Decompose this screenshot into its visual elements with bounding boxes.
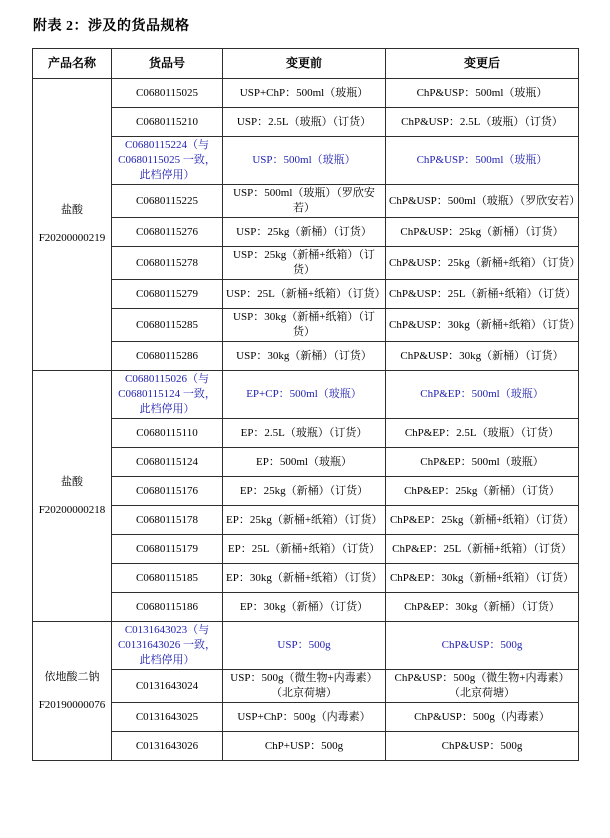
- before-change-cell: USP：25kg（新桶+纸箱）（订货）: [223, 247, 386, 280]
- table-row: [33, 342, 579, 371]
- table-row: [33, 185, 579, 218]
- item-no-cell: C0680115186: [112, 593, 223, 622]
- item-no-cell: C0680115026（与 C0680115124 一致，此档停用）: [112, 371, 223, 419]
- item-no-cell: C0680115179: [112, 535, 223, 564]
- item-no-cell: C0680115124: [112, 448, 223, 477]
- table-row: [33, 218, 579, 247]
- item-no-cell: C0680115185: [112, 564, 223, 593]
- after-change-cell: ChP&EP：25kg（新桶）（订货）: [386, 477, 579, 506]
- table-row: [33, 419, 579, 448]
- table-row: [33, 280, 579, 309]
- item-no-cell: C0131643024: [112, 670, 223, 703]
- product-code: F20200000218: [38, 503, 106, 516]
- item-no-cell: C0680115225: [112, 185, 223, 218]
- table-row: [33, 732, 579, 761]
- col-header-after-change: 变更后: [386, 49, 579, 79]
- table-row: [33, 108, 579, 137]
- before-change-cell: EP：2.5L（玻瓶）（订货）: [223, 419, 386, 448]
- item-no-cell: C0680115278: [112, 247, 223, 280]
- item-no-cell: C0680115178: [112, 506, 223, 535]
- table-row: [33, 79, 579, 108]
- page-title: 附表 2：涉及的货品规格: [33, 19, 190, 34]
- after-change-cell: ChP&EP：30kg（新桶+纸箱）（订货）: [386, 564, 579, 593]
- before-change-cell: USP：500ml（玻瓶）（罗欣安若）: [223, 185, 386, 218]
- product-name: 盐酸: [61, 204, 83, 216]
- before-change-cell: USP：500g（微生物+内毒素）（北京荷塘）: [223, 670, 386, 703]
- before-change-cell: EP：25L（新桶+纸箱）（订货）: [223, 535, 386, 564]
- item-no-cell: C0680115176: [112, 477, 223, 506]
- after-change-cell: ChP&EP：500ml（玻瓶）: [386, 448, 579, 477]
- item-no-cell: C0680115210: [112, 108, 223, 137]
- spec-table-body: [33, 79, 579, 761]
- before-change-cell: EP：30kg（新桶）（订货）: [223, 593, 386, 622]
- item-no-cell: C0680115025: [112, 79, 223, 108]
- after-change-cell: ChP&EP：2.5L（玻瓶）（订货）: [386, 419, 579, 448]
- table-row: [33, 371, 579, 419]
- product-code: F20190000076: [38, 698, 106, 711]
- before-change-cell: USP：500g: [223, 622, 386, 670]
- after-change-cell: ChP&USP：30kg（新桶+纸箱）（订货）: [386, 309, 579, 342]
- table-row: [33, 564, 579, 593]
- before-change-cell: EP：30kg（新桶+纸箱）（订货）: [223, 564, 386, 593]
- col-header-item-no: 货品号: [112, 49, 223, 79]
- after-change-cell: ChP&USP：500ml（玻瓶）: [386, 79, 579, 108]
- item-no-cell: C0131643026: [112, 732, 223, 761]
- table-header-row: [33, 49, 579, 79]
- after-change-cell: ChP&EP：25L（新桶+纸箱）（订货）: [386, 535, 579, 564]
- table-row: [33, 535, 579, 564]
- table-row: [33, 670, 579, 703]
- item-no-cell: C0131643023（与 C0131643026 一致，此档停用）: [112, 622, 223, 670]
- after-change-cell: ChP&USP：30kg（新桶）（订货）: [386, 342, 579, 371]
- before-change-cell: USP：2.5L（玻瓶）（订货）: [223, 108, 386, 137]
- after-change-cell: ChP&EP：500ml（玻瓶）: [386, 371, 579, 419]
- before-change-cell: EP：500ml（玻瓶）: [223, 448, 386, 477]
- spec-table: [32, 48, 579, 761]
- after-change-cell: ChP&USP：25kg（新桶）（订货）: [386, 218, 579, 247]
- before-change-cell: EP：25kg（新桶+纸箱）（订货）: [223, 506, 386, 535]
- after-change-cell: ChP&USP：2.5L（玻瓶）（订货）: [386, 108, 579, 137]
- table-row: [33, 506, 579, 535]
- product-cell: [33, 79, 112, 371]
- after-change-cell: ChP&USP：500ml（玻瓶）: [386, 137, 579, 185]
- table-row: [33, 137, 579, 185]
- after-change-cell: ChP&USP：25kg（新桶+纸箱）（订货）: [386, 247, 579, 280]
- product-name: 盐酸: [61, 475, 83, 488]
- table-row: [33, 309, 579, 342]
- col-header-before-change: 变更前: [223, 49, 386, 79]
- after-change-cell: ChP&USP：25L（新桶+纸箱）（订货）: [386, 280, 579, 309]
- before-change-cell: USP：25L（新桶+纸箱）（订货）: [223, 280, 386, 309]
- after-change-cell: ChP&USP：500g（微生物+内毒素）（北京荷塘）: [386, 670, 579, 703]
- item-no-cell: C0680115279: [112, 280, 223, 309]
- table-row: [33, 593, 579, 622]
- after-change-cell: ChP&EP：30kg（新桶）（订货）: [386, 593, 579, 622]
- after-change-cell: ChP&USP：500g: [386, 622, 579, 670]
- item-no-cell: C0680115285: [112, 309, 223, 342]
- product-cell: [33, 622, 112, 761]
- after-change-cell: ChP&USP：500g: [386, 732, 579, 761]
- table-row: [33, 448, 579, 477]
- before-change-cell: EP：25kg（新桶）（订货）: [223, 477, 386, 506]
- before-change-cell: USP+ChP：500g（内毒素）: [223, 703, 386, 732]
- item-no-cell: C0680115110: [112, 419, 223, 448]
- before-change-cell: USP+ChP：500ml（玻瓶）: [223, 79, 386, 108]
- product-name: 依地酸二钠: [44, 670, 100, 683]
- before-change-cell: USP：30kg（新桶）（订货）: [223, 342, 386, 371]
- table-row: [33, 247, 579, 280]
- item-no-cell: C0680115224（与 C0680115025 一致，此档停用）: [112, 137, 223, 185]
- col-header-product-name: 产品名称: [33, 49, 112, 79]
- before-change-cell: USP：25kg（新桶）（订货）: [223, 218, 386, 247]
- item-no-cell: C0131643025: [112, 703, 223, 732]
- table-row: [33, 477, 579, 506]
- before-change-cell: USP：30kg（新桶+纸箱）（订货）: [223, 309, 386, 342]
- product-cell: [33, 371, 112, 622]
- after-change-cell: ChP&USP：500ml（玻瓶）（罗欣安若）: [386, 185, 579, 218]
- after-change-cell: ChP&EP：25kg（新桶+纸箱）（订货）: [386, 506, 579, 535]
- item-no-cell: C0680115286: [112, 342, 223, 371]
- product-code: F20200000219: [38, 232, 106, 244]
- after-change-cell: ChP&USP：500g（内毒素）: [386, 703, 579, 732]
- table-row: [33, 622, 579, 670]
- table-row: [33, 703, 579, 732]
- before-change-cell: USP：500ml（玻瓶）: [223, 137, 386, 185]
- before-change-cell: EP+CP：500ml（玻瓶）: [223, 371, 386, 419]
- item-no-cell: C0680115276: [112, 218, 223, 247]
- before-change-cell: ChP+USP：500g: [223, 732, 386, 761]
